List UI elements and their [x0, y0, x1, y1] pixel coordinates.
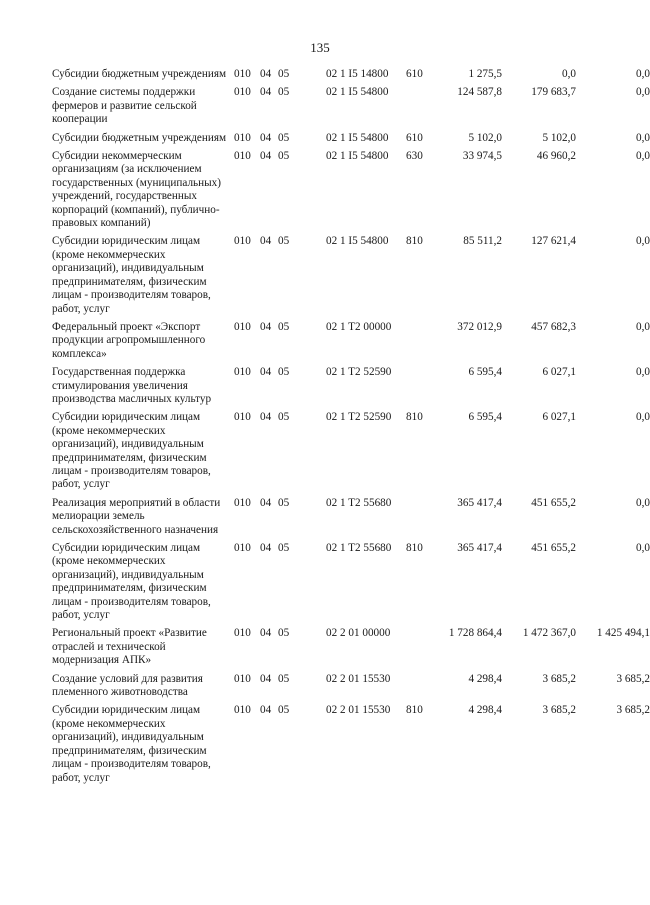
row-amount-year3: 3 685,2 [616, 704, 650, 717]
row-amount-year3: 0,0 [636, 320, 650, 333]
table-row [52, 321, 650, 366]
table-row [52, 542, 650, 627]
row-target-article: 02 1 I5 14800 [326, 68, 389, 80]
row-subsection: 05 [278, 627, 290, 640]
row-name: Субсидии юридическим лицам (кроме некоммерческих организаций), индивидуальным предпринимателям, физическим лицам - производителям товаров, работ, услуг [52, 542, 211, 622]
row-section: 04 [260, 411, 272, 424]
row-name: Государственная поддержка стимулирования увеличения производства масличных культур [52, 366, 212, 405]
row-grbs: 010 [234, 68, 251, 80]
row-expense-type [406, 366, 434, 411]
row-subsection: 05 [278, 86, 290, 99]
row-subsection: 05 [278, 131, 290, 144]
row-name: Региональный проект «Развитие отраслей и технической модернизация АПК» [52, 627, 207, 667]
row-target-article: 02 1 I5 54800 [326, 86, 389, 99]
row-name: Создание системы поддержки фермеров и развитие сельской кооперации [52, 86, 197, 126]
row-subsection: 05 [278, 542, 290, 554]
row-target-article: 02 1 T2 52590 [326, 411, 392, 424]
row-subsection: 05 [278, 235, 290, 248]
row-target-article: 02 1 I5 54800 [326, 131, 389, 144]
row-target-article: 02 2 01 15530 [326, 704, 391, 717]
row-amount-year2: 451 655,2 [531, 542, 576, 554]
row-target-article: 02 2 01 00000 [326, 627, 391, 640]
row-amount-year2: 3 685,2 [542, 704, 576, 717]
page-number: 135 [310, 40, 330, 55]
row-expense-type: 610 [406, 131, 423, 144]
row-amount-year1: 1 728 864,4 [448, 627, 502, 640]
row-expense-type [406, 627, 434, 672]
row-section: 04 [260, 86, 272, 99]
row-section: 04 [260, 366, 272, 379]
row-expense-type: 810 [406, 704, 423, 717]
row-amount-year3: 0,0 [636, 86, 650, 99]
budget-table [52, 68, 650, 790]
row-amount-year3: 0,0 [636, 542, 650, 554]
row-amount-year2: 6 027,1 [542, 366, 576, 379]
row-expense-type: 810 [406, 411, 423, 424]
table-row [52, 86, 650, 131]
row-section: 04 [260, 542, 272, 554]
row-section: 04 [260, 150, 272, 163]
table-row [52, 235, 650, 320]
row-amount-year1: 1 275,5 [468, 68, 502, 80]
row-amount-year3: 0,0 [636, 68, 650, 80]
row-amount-year2: 179 683,7 [531, 86, 576, 99]
row-amount-year3: 3 685,2 [616, 672, 650, 685]
table-row [52, 366, 650, 411]
row-grbs: 010 [234, 704, 251, 717]
row-amount-year1: 4 298,4 [468, 672, 502, 685]
row-target-article: 02 1 T2 52590 [326, 366, 392, 379]
row-section: 04 [260, 704, 272, 717]
row-name: Реализация мероприятий в области мелиорации земель сельскохозяйственного назначения [52, 496, 221, 536]
row-amount-year1: 6 595,4 [468, 411, 502, 424]
row-subsection: 05 [278, 320, 290, 333]
table-row [52, 673, 650, 705]
row-amount-year3: 0,0 [636, 150, 650, 163]
row-amount-year2: 3 685,2 [542, 672, 576, 685]
row-target-article: 02 1 T2 55680 [326, 496, 392, 509]
row-section: 04 [260, 320, 272, 333]
row-subsection: 05 [278, 150, 290, 163]
table-row [52, 150, 650, 235]
row-grbs: 010 [234, 86, 251, 99]
row-grbs: 010 [234, 496, 251, 509]
table-row [52, 627, 650, 672]
row-amount-year2: 451 655,2 [531, 496, 576, 509]
row-target-article: 02 1 T2 55680 [326, 542, 392, 554]
row-amount-year3: 0,0 [636, 235, 650, 248]
row-amount-year2: 6 027,1 [542, 411, 576, 424]
row-amount-year2: 0,0 [562, 68, 576, 80]
row-grbs: 010 [234, 131, 251, 144]
row-amount-year1: 372 012,9 [457, 320, 502, 333]
table-row [52, 132, 650, 150]
row-expense-type [406, 673, 434, 705]
row-subsection: 05 [278, 68, 290, 80]
table-row [52, 411, 650, 496]
row-amount-year1: 33 974,5 [462, 150, 502, 163]
row-grbs: 010 [234, 542, 251, 554]
row-name: Федеральный проект «Экспорт продукции агропромышленного комплекса» [52, 320, 206, 360]
row-amount-year1: 124 587,8 [457, 86, 502, 99]
row-amount-year1: 365 417,4 [457, 496, 502, 509]
row-name: Субсидии некоммерческим организациям (за исключением государственных (муниципальных) учреждений, государственных корпораций (компаний), публично-правовых компаний) [52, 150, 221, 230]
row-amount-year2: 5 102,0 [542, 131, 576, 144]
row-grbs: 010 [234, 150, 251, 163]
table-row [52, 704, 650, 789]
row-amount-year3: 0,0 [636, 131, 650, 144]
row-grbs: 010 [234, 672, 251, 685]
row-grbs: 010 [234, 366, 251, 379]
row-name: Субсидии бюджетным учреждениям [52, 131, 227, 144]
row-grbs: 010 [234, 411, 251, 424]
row-expense-type [406, 497, 434, 542]
row-name: Субсидии юридическим лицам (кроме некоммерческих организаций), индивидуальным предпринимателям, физическим лицам - производителям товаров, работ, услуг [52, 411, 211, 491]
row-amount-year2: 127 621,4 [531, 235, 576, 248]
row-amount-year2: 46 960,2 [536, 150, 576, 163]
row-name: Субсидии юридическим лицам (кроме некоммерческих организаций), индивидуальным предпринимателям, физическим лицам - производителям товаров, работ, услуг [52, 235, 211, 315]
row-grbs: 010 [234, 235, 251, 248]
row-amount-year1: 6 595,4 [468, 366, 502, 379]
table-row [52, 68, 650, 86]
row-expense-type: 810 [406, 235, 423, 248]
row-amount-year1: 85 511,2 [463, 235, 502, 248]
row-target-article: 02 1 I5 54800 [326, 150, 389, 163]
row-amount-year2: 457 682,3 [531, 320, 576, 333]
row-grbs: 010 [234, 627, 251, 640]
row-expense-type [406, 321, 434, 366]
row-expense-type [406, 86, 434, 131]
row-section: 04 [260, 672, 272, 685]
table-body [52, 68, 650, 790]
row-grbs: 010 [234, 320, 251, 333]
row-expense-type: 630 [406, 150, 423, 163]
row-target-article: 02 2 01 15530 [326, 672, 391, 685]
row-subsection: 05 [278, 704, 290, 717]
row-target-article: 02 1 I5 54800 [326, 235, 389, 248]
row-amount-year3: 0,0 [636, 366, 650, 379]
row-section: 04 [260, 235, 272, 248]
table-row [52, 497, 650, 542]
row-subsection: 05 [278, 366, 290, 379]
row-section: 04 [260, 131, 272, 144]
row-subsection: 05 [278, 496, 290, 509]
row-name: Субсидии бюджетным учреждениям [52, 68, 227, 80]
row-name: Создание условий для развития племенного животноводства [52, 672, 203, 699]
row-subsection: 05 [278, 411, 290, 424]
row-amount-year1: 365 417,4 [457, 542, 502, 554]
row-amount-year1: 4 298,4 [468, 704, 502, 717]
row-section: 04 [260, 627, 272, 640]
row-name: Субсидии юридическим лицам (кроме некоммерческих организаций), индивидуальным предпринимателям, физическим лицам - производителям товаров, работ, услуг [52, 704, 211, 784]
row-amount-year1: 5 102,0 [468, 131, 502, 144]
row-section: 04 [260, 68, 272, 80]
row-amount-year3: 1 425 494,1 [596, 627, 650, 640]
row-amount-year3: 0,0 [636, 496, 650, 509]
row-target-article: 02 1 T2 00000 [326, 320, 392, 333]
row-section: 04 [260, 496, 272, 509]
row-amount-year3: 0,0 [636, 411, 650, 424]
row-amount-year2: 1 472 367,0 [522, 627, 576, 640]
row-expense-type: 610 [406, 68, 423, 80]
row-subsection: 05 [278, 672, 290, 685]
row-expense-type: 810 [406, 542, 423, 554]
